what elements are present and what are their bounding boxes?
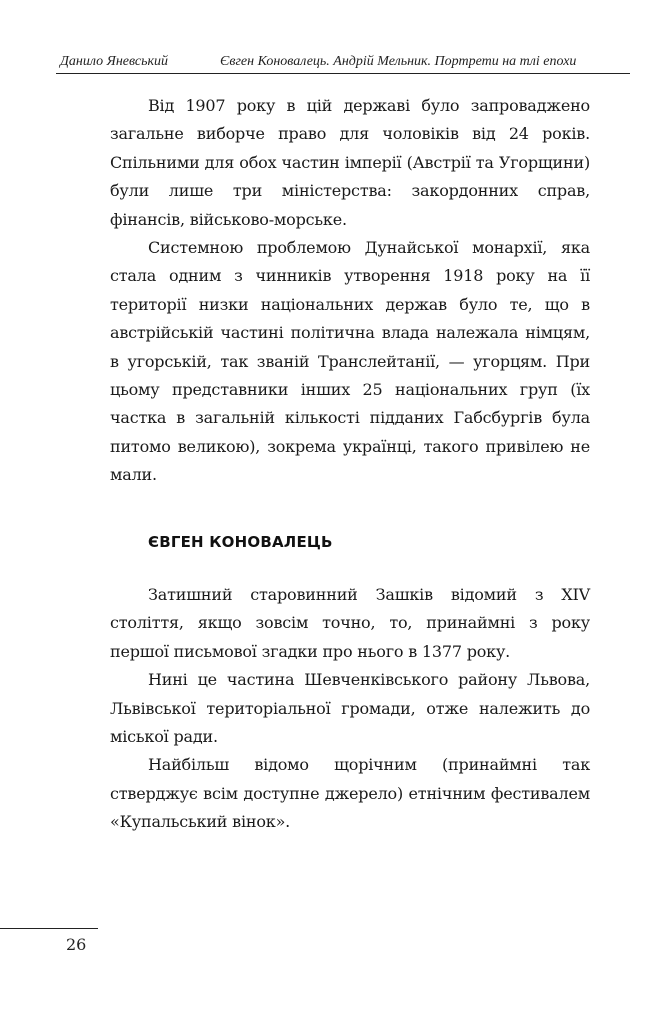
paragraph: Нині це частина Шевченківського району Львова, Львівської територіальної громади, отже належить до міської ради. <box>110 670 590 747</box>
paragraph: Системною проблемою Дунайської монархії, яка стала одним з чинників утворення 1918 року на її території низки національних держав було те, що в австрійській частині політична влада належала німцям, в угорській, так званій Транслейтанії, — угорцям. При цьому представники інших 25 національних груп (їх частка в загальній кількості підданих Габсбургів була питомо великою), зокрема українці, такого привілею не мали. <box>110 238 590 485</box>
header-book-title: Євген Коновалець. Андрій Мельник. Портрети на тлі епохи <box>220 54 577 69</box>
paragraph: Від 1907 року в цій державі було запроваджено загальне виборче право для чоловіків від 24 років. Спільними для обох частин імперії (Австрії та Угорщини) були лише три міністерства: закордонних справ, фінансів, військово-морське. <box>110 96 590 229</box>
body-text-section <box>110 581 590 837</box>
running-header <box>60 54 626 74</box>
paragraph: Затишний старовинний Зашків відомий з XIV століття, якщо зовсім точно, то, принаймні з року першої письмової згадки про нього в 1377 року. <box>110 585 590 661</box>
body-text-top <box>110 92 590 490</box>
header-author: Данило Яневський <box>60 54 169 69</box>
section-heading: ЄВГЕН КОНОВАЛЕЦЬ <box>148 533 333 551</box>
paragraph: Найбільш відомо щорічним (принаймні так стверджує всім доступне джерело) етнічним фестивалем «Купальський вінок». <box>110 755 590 832</box>
footer-rule <box>0 928 98 929</box>
page-number: 26 <box>66 935 87 954</box>
header-rule <box>56 73 630 74</box>
